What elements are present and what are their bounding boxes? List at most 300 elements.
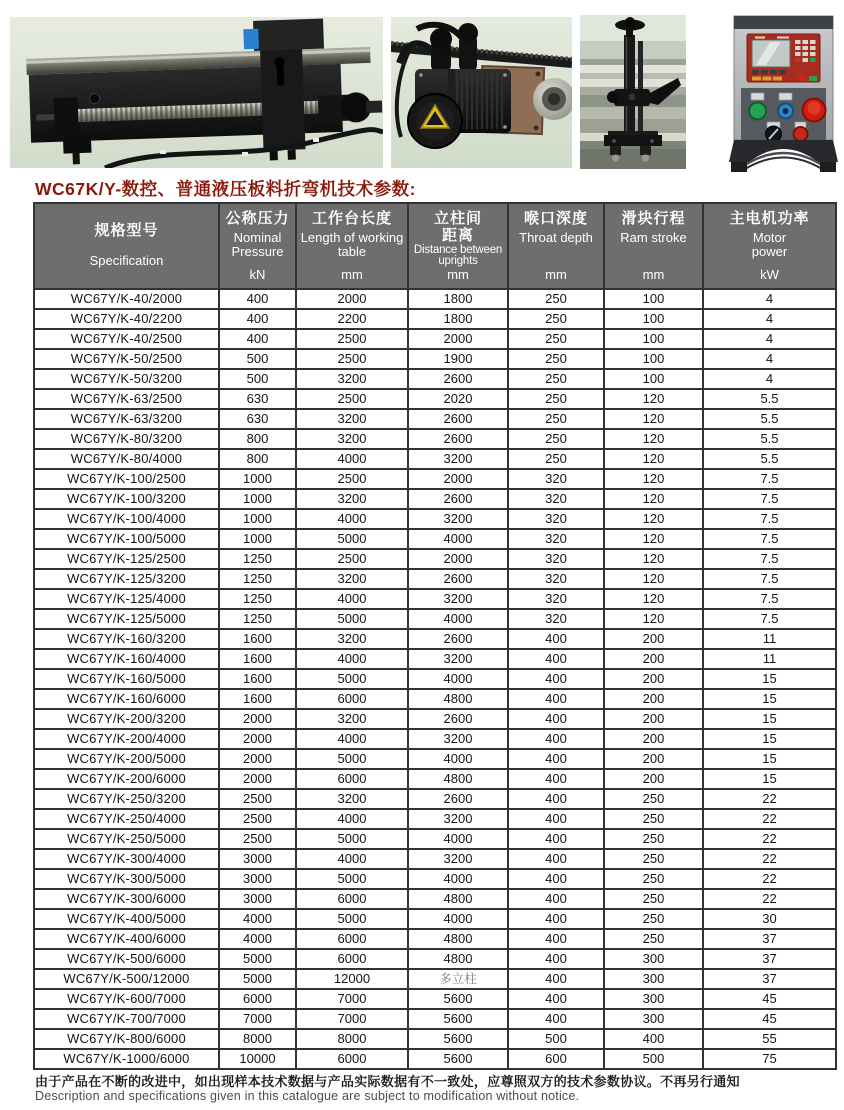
page-title: WC67K/Y-数控、普通液压板料折弯机技术参数: (35, 179, 416, 199)
table-cell: 7.5 (703, 529, 836, 549)
table-cell: 4000 (296, 649, 408, 669)
header-zh: 工作台长度 (311, 210, 392, 227)
photo-front-support-arm (580, 15, 686, 169)
table-cell: 4800 (408, 689, 508, 709)
table-cell: 7000 (219, 1009, 296, 1029)
table-row (34, 549, 836, 569)
table-row (34, 469, 836, 489)
table-cell: 22 (703, 809, 836, 829)
header-unit: kN (249, 266, 266, 282)
table-cell: 45 (703, 1009, 836, 1029)
table-cell: 100 (604, 289, 703, 309)
table-cell: 30 (703, 909, 836, 929)
spec-model-cell: WC67Y/K-160/6000 (34, 689, 219, 709)
table-cell: 4800 (408, 889, 508, 909)
spec-model-cell: WC67Y/K-300/6000 (34, 889, 219, 909)
spec-model-cell: WC67Y/K-63/2500 (34, 389, 219, 409)
table-cell: 5000 (219, 949, 296, 969)
table-row (34, 689, 836, 709)
spec-model-cell: WC67Y/K-250/3200 (34, 789, 219, 809)
table-cell: 200 (604, 649, 703, 669)
spec-model-cell: WC67Y/K-125/4000 (34, 589, 219, 609)
table-cell: 2000 (219, 729, 296, 749)
table-cell: 400 (508, 709, 604, 729)
spec-model-cell: WC67Y/K-50/2500 (34, 349, 219, 369)
control-pendant-illustration (729, 10, 838, 172)
table-cell: 630 (219, 409, 296, 429)
table-cell: 6000 (296, 929, 408, 949)
table-cell: 4000 (296, 449, 408, 469)
table-cell: 250 (604, 929, 703, 949)
column-header-content (605, 204, 702, 288)
table-cell: 3200 (296, 489, 408, 509)
table-cell: 22 (703, 869, 836, 889)
table-cell: 250 (604, 809, 703, 829)
spec-model-cell: WC67Y/K-200/4000 (34, 729, 219, 749)
table-cell: 400 (508, 929, 604, 949)
table-cell: 250 (604, 849, 703, 869)
table-cell: 300 (604, 949, 703, 969)
backgauge-illustration (10, 17, 383, 168)
table-row (34, 369, 836, 389)
table-cell: 500 (508, 1029, 604, 1049)
table-cell: 400 (508, 1009, 604, 1029)
table-cell: 5.5 (703, 449, 836, 469)
header-zh: 滑块行程 (621, 210, 686, 227)
table-cell: 250 (508, 389, 604, 409)
table-cell: 120 (604, 469, 703, 489)
table-cell: 7.5 (703, 489, 836, 509)
table-row (34, 989, 836, 1009)
table-cell: 7000 (296, 989, 408, 1009)
table-cell: 200 (604, 629, 703, 649)
table-cell: 100 (604, 349, 703, 369)
table-cell: 320 (508, 469, 604, 489)
table-cell: 250 (604, 789, 703, 809)
table-cell: 1000 (219, 509, 296, 529)
table-cell: 22 (703, 849, 836, 869)
table-cell: 320 (508, 569, 604, 589)
table-cell: 4000 (408, 669, 508, 689)
table-cell: 400 (508, 629, 604, 649)
spec-model-cell: WC67Y/K-200/3200 (34, 709, 219, 729)
table-row (34, 429, 836, 449)
column-header-2 (296, 203, 408, 289)
table-cell: 5600 (408, 1009, 508, 1029)
table-cell: 400 (219, 309, 296, 329)
table-cell: 1600 (219, 629, 296, 649)
spec-model-cell: WC67Y/K-125/5000 (34, 609, 219, 629)
table-cell: 250 (604, 829, 703, 849)
table-cell: 10000 (219, 1049, 296, 1069)
table-cell: 120 (604, 389, 703, 409)
footer-note-zh: 由于产品在不断的改进中，如出现样本技术数据与产品实际数据有不一致处，应尊照双方的技术参数协议。不再另行通知 (35, 1074, 740, 1089)
table-row (34, 1049, 836, 1069)
spec-model-cell: WC67Y/K-100/4000 (34, 509, 219, 529)
table-cell: 1250 (219, 589, 296, 609)
red-stop-button (794, 127, 808, 141)
column-header-content (297, 204, 407, 288)
table-cell: 3200 (296, 569, 408, 589)
table-cell: 15 (703, 769, 836, 789)
table-cell: 120 (604, 509, 703, 529)
spec-model-cell: WC67Y/K-200/5000 (34, 749, 219, 769)
table-cell: 2600 (408, 709, 508, 729)
table-cell: 4000 (296, 849, 408, 869)
table-cell: 7.5 (703, 609, 836, 629)
spec-model-cell: WC67Y/K-100/5000 (34, 529, 219, 549)
table-cell: 400 (604, 1029, 703, 1049)
table-cell: 7.5 (703, 549, 836, 569)
header-row (34, 203, 836, 289)
table-cell: 6000 (296, 1049, 408, 1069)
spec-model-cell: WC67Y/K-40/2500 (34, 329, 219, 349)
table-cell: 2500 (296, 549, 408, 569)
table-cell: 15 (703, 709, 836, 729)
table-cell: 300 (604, 969, 703, 989)
table-cell: 7.5 (703, 589, 836, 609)
spec-table (33, 202, 837, 1070)
header-unit: mm (341, 266, 363, 282)
header-unit: mm (642, 266, 665, 282)
table-cell: 55 (703, 1029, 836, 1049)
table-cell: 400 (219, 329, 296, 349)
table-cell: 12000 (296, 969, 408, 989)
table-cell: 400 (508, 649, 604, 669)
table-row (34, 949, 836, 969)
table-cell: 37 (703, 949, 836, 969)
table-cell: 2000 (408, 469, 508, 489)
spec-model-cell: WC67Y/K-50/3200 (34, 369, 219, 389)
table-cell: 250 (604, 889, 703, 909)
table-cell: 120 (604, 549, 703, 569)
table-cell: 4000 (296, 729, 408, 749)
table-cell: 8000 (219, 1029, 296, 1049)
table-cell: 2500 (219, 789, 296, 809)
table-row (34, 569, 836, 589)
table-cell: 100 (604, 329, 703, 349)
table-cell: 800 (219, 449, 296, 469)
table-cell: 800 (219, 429, 296, 449)
table-cell: 320 (508, 529, 604, 549)
table-cell: 1250 (219, 549, 296, 569)
table-cell: 1800 (408, 289, 508, 309)
column-header-content (704, 204, 835, 288)
table-cell: 1250 (219, 609, 296, 629)
header-unit: kW (760, 266, 779, 282)
spec-model-cell: WC67Y/K-700/7000 (34, 1009, 219, 1029)
table-cell: 6000 (296, 769, 408, 789)
table-row (34, 509, 836, 529)
table-cell: 300 (604, 1009, 703, 1029)
header-zh: 立柱间距离 (433, 210, 482, 244)
table-cell: 400 (508, 769, 604, 789)
spec-model-cell: WC67Y/K-125/3200 (34, 569, 219, 589)
table-cell: 200 (604, 709, 703, 729)
table-cell: 2020 (408, 389, 508, 409)
spec-model-cell: WC67Y/K-400/6000 (34, 929, 219, 949)
table-cell: 1250 (219, 569, 296, 589)
table-cell: 400 (508, 869, 604, 889)
table-cell: 100 (604, 309, 703, 329)
footer-note-en: Description and specifications given in this catalogue are subject to modification without notice. (35, 1089, 580, 1103)
table-cell: 6000 (219, 989, 296, 1009)
table-cell: 2000 (219, 749, 296, 769)
table-cell: 4 (703, 329, 836, 349)
spec-model-cell: WC67Y/K-160/3200 (34, 629, 219, 649)
table-cell: 2600 (408, 369, 508, 389)
spec-model-cell: WC67Y/K-200/6000 (34, 769, 219, 789)
table-cell: 100 (604, 369, 703, 389)
spec-model-cell: WC67Y/K-100/2500 (34, 469, 219, 489)
table-cell: 4000 (296, 809, 408, 829)
table-cell: 500 (219, 369, 296, 389)
table-cell: 2600 (408, 569, 508, 589)
table-cell: 2600 (408, 409, 508, 429)
header-zh: 规格型号 (94, 222, 159, 240)
table-cell: 400 (508, 809, 604, 829)
spec-table-body (34, 289, 836, 1069)
table-cell: 22 (703, 829, 836, 849)
column-header-content (220, 204, 295, 288)
table-cell: 120 (604, 609, 703, 629)
header-unit: mm (447, 266, 469, 282)
table-cell: 4000 (408, 749, 508, 769)
table-cell: 4800 (408, 949, 508, 969)
table-cell: 75 (703, 1049, 836, 1069)
table-cell: 2500 (296, 389, 408, 409)
spec-model-cell: WC67Y/K-80/4000 (34, 449, 219, 469)
table-cell: 1800 (408, 309, 508, 329)
spec-model-cell: WC67Y/K-1000/6000 (34, 1049, 219, 1069)
table-cell: 120 (604, 569, 703, 589)
table-row (34, 929, 836, 949)
table-row (34, 669, 836, 689)
spec-model-cell: WC67Y/K-250/5000 (34, 829, 219, 849)
table-cell: 5600 (408, 1049, 508, 1069)
table-cell: 5600 (408, 1029, 508, 1049)
table-cell: 2000 (219, 769, 296, 789)
table-cell: 5000 (296, 909, 408, 929)
table-cell: 200 (604, 769, 703, 789)
table-cell: 3200 (408, 649, 508, 669)
table-row (34, 969, 836, 989)
table-row (34, 889, 836, 909)
header-unit: mm (545, 266, 567, 282)
table-cell: 7.5 (703, 469, 836, 489)
table-cell: 120 (604, 429, 703, 449)
table-cell: 4000 (408, 869, 508, 889)
table-cell: 3200 (296, 789, 408, 809)
green-start-button (749, 103, 766, 120)
table-cell: 250 (508, 409, 604, 429)
table-cell: 2500 (296, 349, 408, 369)
spec-model-cell: WC67Y/K-500/12000 (34, 969, 219, 989)
spec-model-cell: WC67Y/K-500/6000 (34, 949, 219, 969)
table-cell: 6000 (296, 689, 408, 709)
table-cell: 22 (703, 789, 836, 809)
table-row (34, 749, 836, 769)
table-cell: 5000 (296, 829, 408, 849)
table-cell: 1000 (219, 469, 296, 489)
table-cell: 2200 (296, 309, 408, 329)
table-cell: 3200 (296, 409, 408, 429)
column-header-0 (34, 203, 219, 289)
table-cell: 200 (604, 749, 703, 769)
table-cell: 250 (604, 909, 703, 929)
table-cell: 120 (604, 449, 703, 469)
header-en: Motor power (751, 229, 788, 260)
table-row (34, 709, 836, 729)
table-cell: 320 (508, 609, 604, 629)
table-cell: 320 (508, 589, 604, 609)
table-cell: 45 (703, 989, 836, 1009)
table-cell: 4000 (408, 529, 508, 549)
table-cell: 1000 (219, 529, 296, 549)
table-cell: 3200 (408, 729, 508, 749)
table-cell: 4000 (408, 829, 508, 849)
table-cell: 400 (508, 989, 604, 1009)
table-cell: 2600 (408, 489, 508, 509)
table-row (34, 349, 836, 369)
table-cell: 15 (703, 669, 836, 689)
table-cell: 5.5 (703, 389, 836, 409)
header-zh: 公称压力 (225, 210, 290, 227)
table-cell: 3000 (219, 869, 296, 889)
table-cell: 22 (703, 889, 836, 909)
table-cell: 5000 (296, 529, 408, 549)
table-cell: 2500 (219, 809, 296, 829)
table-row (34, 449, 836, 469)
table-cell: 7.5 (703, 509, 836, 529)
table-cell: 400 (508, 949, 604, 969)
column-header-5 (604, 203, 703, 289)
table-cell: 320 (508, 509, 604, 529)
table-cell: 2000 (408, 329, 508, 349)
table-cell: 3200 (408, 589, 508, 609)
table-cell: 1900 (408, 349, 508, 369)
table-row (34, 789, 836, 809)
table-row (34, 1029, 836, 1049)
table-row (34, 809, 836, 829)
header-en: Length of working table (300, 229, 404, 260)
spec-model-cell: WC67Y/K-63/3200 (34, 409, 219, 429)
table-row (34, 489, 836, 509)
table-cell: 250 (508, 329, 604, 349)
table-row (34, 829, 836, 849)
table-cell: 400 (219, 289, 296, 309)
table-cell: 3000 (219, 849, 296, 869)
table-row (34, 869, 836, 889)
spec-table-wrap (33, 202, 837, 1070)
photo-backgauge-ballscrew (10, 17, 383, 168)
table-cell: 400 (508, 829, 604, 849)
table-cell: 250 (508, 429, 604, 449)
table-cell: 1000 (219, 489, 296, 509)
servo-motor-illustration (391, 17, 572, 168)
table-cell: 2500 (296, 469, 408, 489)
table-cell: 200 (604, 729, 703, 749)
table-cell: 8000 (296, 1029, 408, 1049)
column-header-content (35, 204, 218, 288)
spec-model-cell: WC67Y/K-80/3200 (34, 429, 219, 449)
table-row (34, 529, 836, 549)
table-cell: 250 (604, 869, 703, 889)
table-cell: 120 (604, 409, 703, 429)
photo-control-pendant (729, 10, 838, 172)
table-cell: 5000 (296, 669, 408, 689)
column-header-3 (408, 203, 508, 289)
table-cell: 630 (219, 389, 296, 409)
table-cell: 4000 (219, 929, 296, 949)
header-en: Nominal Pressure (231, 229, 284, 260)
table-cell: 250 (508, 369, 604, 389)
table-cell: 400 (508, 909, 604, 929)
table-cell: 2600 (408, 789, 508, 809)
table-cell: 400 (508, 969, 604, 989)
table-cell: 5000 (219, 969, 296, 989)
header-en: Throat depth (519, 229, 593, 245)
spec-model-cell: WC67Y/K-40/2200 (34, 309, 219, 329)
table-cell: 1600 (219, 649, 296, 669)
table-cell: 500 (219, 349, 296, 369)
table-cell: 4 (703, 369, 836, 389)
table-cell: 3200 (408, 849, 508, 869)
table-cell: 5000 (296, 749, 408, 769)
table-cell: 320 (508, 489, 604, 509)
table-row (34, 589, 836, 609)
spec-model-cell: WC67Y/K-100/3200 (34, 489, 219, 509)
table-cell: 37 (703, 929, 836, 949)
table-cell: 4000 (296, 589, 408, 609)
table-cell: 4000 (219, 909, 296, 929)
table-cell: 400 (508, 729, 604, 749)
table-cell: 2500 (219, 829, 296, 849)
table-cell: 120 (604, 589, 703, 609)
table-cell: 4800 (408, 929, 508, 949)
spec-model-cell: WC67Y/K-125/2500 (34, 549, 219, 569)
table-cell: 2600 (408, 629, 508, 649)
table-cell: 5.5 (703, 429, 836, 449)
table-cell: 400 (508, 669, 604, 689)
spec-model-cell: WC67Y/K-800/6000 (34, 1029, 219, 1049)
table-cell: 400 (508, 889, 604, 909)
table-cell: 250 (508, 349, 604, 369)
table-cell: 7000 (296, 1009, 408, 1029)
table-cell: 7.5 (703, 569, 836, 589)
table-row (34, 629, 836, 649)
table-cell: 120 (604, 489, 703, 509)
table-cell: 4 (703, 349, 836, 369)
table-cell: 3200 (408, 449, 508, 469)
table-cell: 320 (508, 549, 604, 569)
table-cell: 400 (508, 749, 604, 769)
spec-model-cell: WC67Y/K-300/4000 (34, 849, 219, 869)
table-cell: 15 (703, 729, 836, 749)
table-cell: 200 (604, 689, 703, 709)
table-row (34, 329, 836, 349)
table-row (34, 729, 836, 749)
table-row (34, 909, 836, 929)
table-cell: 2500 (296, 329, 408, 349)
header-en: Distance between uprights (413, 244, 503, 267)
table-cell: 500 (604, 1049, 703, 1069)
table-cell: 5000 (296, 869, 408, 889)
header-en: Ram stroke (620, 229, 687, 245)
table-cell: 2000 (296, 289, 408, 309)
table-cell: 4 (703, 289, 836, 309)
table-cell: 250 (508, 309, 604, 329)
